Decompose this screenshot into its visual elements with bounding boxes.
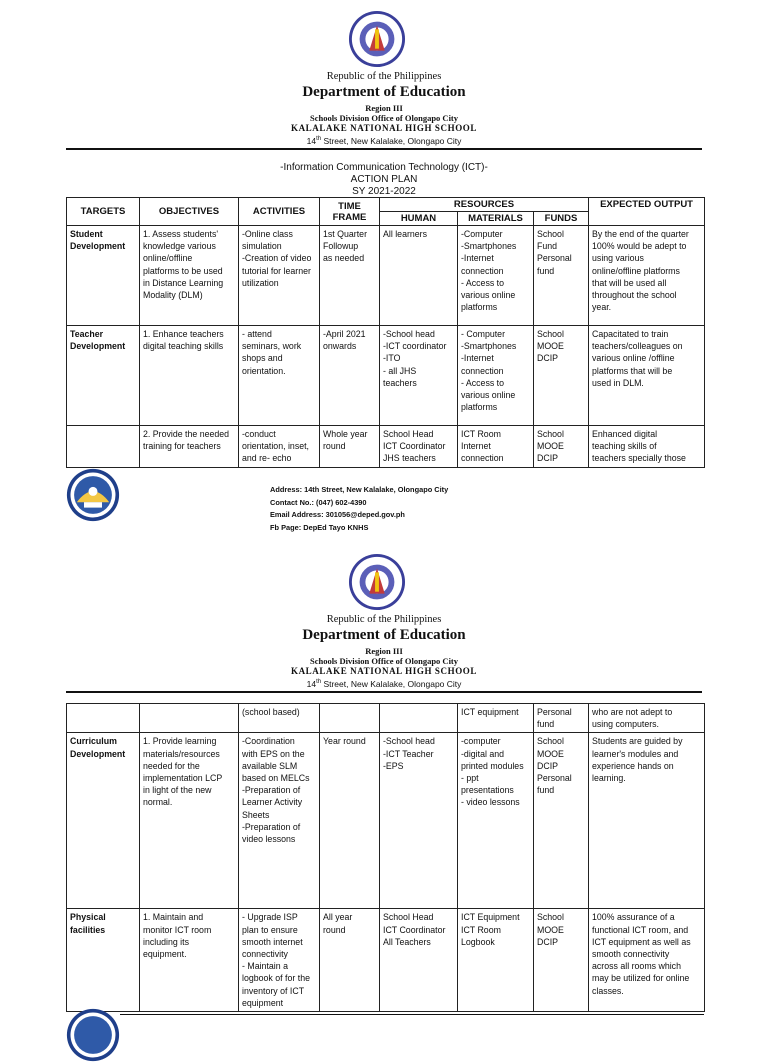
table-row <box>67 733 705 909</box>
cell-line: -School head <box>383 329 435 339</box>
cell-line: Personal <box>537 773 572 784</box>
header-human: HUMAN <box>380 212 458 226</box>
cell-line: -ICT Teacher <box>383 748 434 759</box>
cell-line: -Online class <box>242 229 293 239</box>
cell-line: teachers specially those <box>592 453 686 464</box>
cell-line: connection <box>461 265 504 276</box>
funds-cell <box>534 426 589 468</box>
activities-cell <box>239 326 320 426</box>
department-title-page2: Department of Education <box>302 627 466 643</box>
cell-line: materials/resources <box>143 748 220 759</box>
cell-line: facilities <box>70 924 106 935</box>
footer-fb: Fb Page: DepEd Tayo KNHS <box>270 522 369 532</box>
cell-line: -computer <box>461 736 501 747</box>
cell-line: Development <box>70 748 126 759</box>
cell-line: 2. Provide the needed <box>143 429 230 439</box>
cell-line: teachers/colleagues on <box>592 341 683 352</box>
target-cell <box>67 226 140 326</box>
cell-line: By the end of the quarter <box>592 229 689 239</box>
cell-line: logbook of for the <box>242 973 310 984</box>
objective-cell <box>140 326 239 426</box>
cell-line: Enhanced digital <box>592 429 658 439</box>
cell-line: utilization <box>242 277 279 288</box>
cell-line: learner's modules and <box>592 748 679 759</box>
plan-school-year: SY 2021-2022 <box>352 186 416 197</box>
cell-line: MOOE <box>537 441 564 452</box>
cell-line: -Internet <box>461 253 494 264</box>
expected-output-cell <box>589 226 705 326</box>
objective-cell <box>140 226 239 326</box>
cell-line: Personal <box>537 253 572 264</box>
target-cell <box>67 426 140 468</box>
cell-line: functional ICT room, and <box>592 924 689 935</box>
table-row <box>67 909 705 1012</box>
objective-cell <box>140 909 239 1012</box>
school-seal-logo <box>66 468 120 522</box>
human-cell <box>380 226 458 326</box>
cell-line: 100% assurance of a <box>592 912 675 923</box>
cell-line: School <box>537 329 564 339</box>
cell-line: - Access to <box>461 277 505 288</box>
cell-line: online/offline <box>143 253 193 264</box>
cell-line: -Creation of video <box>242 253 312 264</box>
cell-line: DCIP <box>537 936 559 947</box>
cell-line: -ITO <box>383 353 401 364</box>
cell-line: -April 2021 <box>323 329 366 339</box>
human-cell <box>380 909 458 1012</box>
cell-line: -EPS <box>383 760 404 771</box>
division-text-page2: Schools Division Office of Olongapo City <box>309 656 459 666</box>
cell-line: round <box>323 924 346 935</box>
cell-line: Development <box>70 241 126 252</box>
materials-cell <box>458 909 534 1012</box>
action-plan-table <box>66 197 705 468</box>
header-funds: FUNDS <box>534 212 589 226</box>
header-divider <box>66 148 702 150</box>
time-frame-cell <box>320 326 380 426</box>
school-name-page2: KALALAKE NATIONAL HIGH SCHOOL <box>290 666 477 676</box>
cell-line: School <box>537 229 564 239</box>
cell-line: connectivity <box>242 949 288 960</box>
cell-line: equipment <box>242 997 284 1008</box>
cell-line: Learner Activity <box>242 797 303 808</box>
cell-line: -Preparation of <box>242 785 301 796</box>
cell-line: -Internet <box>461 353 494 364</box>
cell-line: may be utilized for online <box>592 973 690 984</box>
action-plan-table-continued <box>66 703 705 1012</box>
cell-line: knowledge various <box>143 241 216 252</box>
activities-cell <box>239 426 320 468</box>
cell-line: who are not adept to <box>592 707 673 717</box>
cell-line: connection <box>461 365 504 376</box>
cell-line: Curriculum <box>70 736 117 747</box>
table-row <box>67 326 705 426</box>
cell-line: JHS teachers <box>383 453 436 464</box>
cell-line: Fund <box>537 241 558 252</box>
funds-cell <box>534 226 589 326</box>
cell-line: and re- echo <box>242 453 292 464</box>
cell-line: MOOE <box>537 924 564 935</box>
cell-line: video lessons <box>242 834 296 845</box>
table-row <box>67 426 705 468</box>
cell-line: classes. <box>592 985 624 996</box>
cell-line: available SLM <box>242 760 298 771</box>
cell-line: shops and <box>242 353 283 364</box>
division-text: Schools Division Office of Olongapo City <box>309 113 459 123</box>
funds-cell <box>534 326 589 426</box>
cell-line: Personal <box>537 707 572 717</box>
cell-line: based on MELCs <box>242 773 310 784</box>
cell-line: - Maintain a <box>242 961 288 972</box>
cell-line: DCIP <box>537 760 559 771</box>
cell-line: Followup <box>323 241 359 252</box>
cell-line: in Distance Learning <box>143 277 224 288</box>
cell-line: All year <box>323 912 353 923</box>
cell-line: platforms <box>461 302 498 313</box>
human-cell <box>380 326 458 426</box>
table-row <box>67 226 705 326</box>
cell-line: fund <box>537 719 555 730</box>
cell-line: training for teachers <box>143 441 221 452</box>
cell-line: -Computer <box>461 229 503 239</box>
cell-line: -Smartphones <box>461 341 517 352</box>
cell-line: learning. <box>592 773 626 784</box>
republic-text-page2: Republic of the Philippines <box>326 614 442 625</box>
cell-line: Year round <box>323 736 366 747</box>
cell-line: teaching skills of <box>592 441 657 452</box>
plan-title: ACTION PLAN <box>350 174 418 185</box>
cell-line: Logbook <box>461 936 495 947</box>
cell-line: Development <box>70 341 126 352</box>
funds-cell <box>534 704 589 733</box>
cell-line: using various <box>592 253 644 264</box>
page-bottom-rule <box>120 1014 704 1015</box>
school-street-page2: 14th Street, New Kalalake, Olongapo City <box>306 679 462 689</box>
activities-cell <box>239 226 320 326</box>
cell-line: with EPS on the <box>242 748 305 759</box>
cell-line: presentations <box>461 785 514 796</box>
cell-line: Internet <box>461 441 491 452</box>
cell-line: equipment. <box>143 949 187 960</box>
cell-line: implementation LCP <box>143 773 223 784</box>
cell-line: including its <box>143 936 189 947</box>
cell-line: -Coordination <box>242 736 295 747</box>
cell-line: Modality (DLM) <box>143 290 203 301</box>
school-street: 14th Street, New Kalalake, Olongapo City <box>306 136 462 146</box>
cell-line: seminars, work <box>242 341 302 352</box>
materials-cell <box>458 733 534 909</box>
cell-line: various online <box>461 290 516 301</box>
cell-line: inventory of ICT <box>242 985 305 996</box>
cell-line: - all JHS <box>383 365 417 376</box>
objective-cell <box>140 426 239 468</box>
header-materials: MATERIALS <box>458 212 534 226</box>
human-cell <box>380 426 458 468</box>
cell-line: needed for the <box>143 760 200 771</box>
cell-line: various online /offline <box>592 353 675 364</box>
cell-line: onwards <box>323 341 357 352</box>
funds-cell <box>534 909 589 1012</box>
cell-line: 1. Assess students' <box>143 229 219 239</box>
cell-line: platforms <box>461 402 498 413</box>
time-frame-cell <box>320 226 380 326</box>
materials-cell <box>458 326 534 426</box>
header-expected-output: EXPECTED OUTPUT <box>589 198 705 226</box>
cell-line: 100% would be adept to <box>592 241 687 252</box>
cell-line: that will be used all <box>592 277 667 288</box>
cell-line: ICT Equipment <box>461 912 520 923</box>
footer-email: Email Address: 301056@deped.gov.ph <box>270 510 405 519</box>
cell-line: across all rooms which <box>592 961 681 972</box>
cell-line: School <box>537 736 564 747</box>
header-activities: ACTIVITIES <box>239 198 320 226</box>
cell-line: Sheets <box>242 809 270 820</box>
cell-line: monitor ICT room <box>143 924 212 935</box>
cell-line: various online <box>461 390 516 401</box>
cell-line: platforms that will be <box>592 365 673 376</box>
cell-line: - video lessons <box>461 797 520 808</box>
funds-cell <box>534 733 589 909</box>
republic-text: Republic of the Philippines <box>326 71 442 82</box>
cell-line: ICT Coordinator <box>383 441 446 452</box>
school-name: KALALAKE NATIONAL HIGH SCHOOL <box>290 123 477 133</box>
cell-line: Capacitated to train <box>592 329 669 339</box>
cell-line: ICT equipment <box>461 707 519 717</box>
deped-seal-logo <box>348 10 406 68</box>
cell-line: All learners <box>383 229 428 239</box>
cell-line: platforms to be used <box>143 265 223 276</box>
time-frame-cell <box>320 704 380 733</box>
cell-line: fund <box>537 785 555 796</box>
region-text: Region III <box>365 103 403 113</box>
cell-line: School <box>537 429 564 439</box>
table-row <box>67 704 705 733</box>
cell-line: printed modules <box>461 760 524 771</box>
cell-line: School Head <box>383 912 434 923</box>
human-cell <box>380 704 458 733</box>
cell-line: ICT equipment as well as <box>592 936 691 947</box>
plan-subject: -Information Communication Technology (ICT)- <box>280 162 488 173</box>
expected-output-cell <box>589 909 705 1012</box>
cell-line: smooth connectivity <box>592 949 670 960</box>
deped-seal-logo-page2 <box>348 553 406 611</box>
expected-output-cell <box>589 326 705 426</box>
header-time-frame: TIME FRAME <box>320 198 380 226</box>
cell-line: used in DLM. <box>592 377 644 388</box>
cell-line: - Access to <box>461 377 505 388</box>
human-cell <box>380 733 458 909</box>
department-title: Department of Education <box>302 84 466 100</box>
time-frame-cell <box>320 733 380 909</box>
target-cell <box>67 909 140 1012</box>
activities-cell <box>239 909 320 1012</box>
footer-contact-block <box>270 484 448 534</box>
cell-line: - Computer <box>461 329 505 339</box>
cell-line: School <box>537 912 564 923</box>
header-objectives: OBJECTIVES <box>140 198 239 226</box>
footer-address: Address: 14th Street, New Kalalake, Olongapo City <box>270 485 449 494</box>
cell-line: -ICT coordinator <box>383 341 447 352</box>
cell-line: ICT Room <box>461 429 501 439</box>
target-cell <box>67 326 140 426</box>
cell-line: -digital and <box>461 748 505 759</box>
cell-line: simulation <box>242 241 282 252</box>
school-seal-logo-cropped <box>66 1008 120 1062</box>
header-resources: RESOURCES <box>380 198 589 212</box>
time-frame-cell <box>320 909 380 1012</box>
materials-cell <box>458 426 534 468</box>
cell-line: - ppt <box>461 773 479 784</box>
cell-line: teachers <box>383 377 417 388</box>
materials-cell <box>458 226 534 326</box>
cell-line: smooth internet <box>242 936 303 947</box>
objective-cell <box>140 704 239 733</box>
activities-cell <box>239 733 320 909</box>
cell-line: digital teaching skills <box>143 341 224 352</box>
cell-line: 1. Enhance teachers <box>143 329 224 339</box>
cell-line: All Teachers <box>383 936 431 947</box>
cell-line: DCIP <box>537 453 559 464</box>
cell-line: Teacher <box>70 329 104 339</box>
cell-line: round <box>323 441 346 452</box>
cell-line: connection <box>461 453 504 464</box>
cell-line: orientation. <box>242 365 286 376</box>
cell-line: fund <box>537 265 555 276</box>
cell-line: in light of the new <box>143 785 212 796</box>
cell-line: ICT Coordinator <box>383 924 446 935</box>
objective-cell <box>140 733 239 909</box>
region-text-page2: Region III <box>365 646 403 656</box>
materials-cell <box>458 704 534 733</box>
cell-line: -Preparation of <box>242 821 301 832</box>
footer-contact: Contact No.: (047) 602-4390 <box>270 497 367 507</box>
cell-line: - Upgrade ISP <box>242 912 298 923</box>
cell-line: -School head <box>383 736 435 747</box>
header-divider-page2 <box>66 691 702 693</box>
cell-line: School Head <box>383 429 434 439</box>
cell-line: experience hands on <box>592 760 674 771</box>
cell-line: MOOE <box>537 341 564 352</box>
cell-line: DCIP <box>537 353 559 364</box>
cell-line: orientation, inset, <box>242 441 309 452</box>
cell-line: 1. Maintain and <box>143 912 204 923</box>
activities-cell <box>239 704 320 733</box>
expected-output-cell <box>589 733 705 909</box>
cell-line: -Smartphones <box>461 241 517 252</box>
cell-line: 1st Quarter <box>323 229 368 239</box>
cell-line: Student <box>70 229 103 239</box>
cell-line: online/offline platforms <box>592 265 680 276</box>
expected-output-cell <box>589 426 705 468</box>
cell-line: (school based) <box>242 707 300 717</box>
cell-line: -conduct <box>242 429 276 439</box>
cell-line: Students are guided by <box>592 736 683 747</box>
cell-line: plan to ensure <box>242 924 298 935</box>
cell-line: throughout the school <box>592 290 677 301</box>
cell-line: 1. Provide learning <box>143 736 217 747</box>
cell-line: - attend <box>242 329 272 339</box>
cell-line: normal. <box>143 797 173 808</box>
cell-line: tutorial for learner <box>242 265 311 276</box>
cell-line: Physical <box>70 912 106 923</box>
time-frame-cell <box>320 426 380 468</box>
target-cell <box>67 733 140 909</box>
cell-line: Whole year <box>323 429 368 439</box>
cell-line: as needed <box>323 253 365 264</box>
header-targets: TARGETS <box>67 198 140 226</box>
cell-line: using computers. <box>592 719 659 730</box>
cell-line: MOOE <box>537 748 564 759</box>
cell-line: year. <box>592 302 612 313</box>
cell-line: ICT Room <box>461 924 501 935</box>
expected-output-cell <box>589 704 705 733</box>
target-cell <box>67 704 140 733</box>
